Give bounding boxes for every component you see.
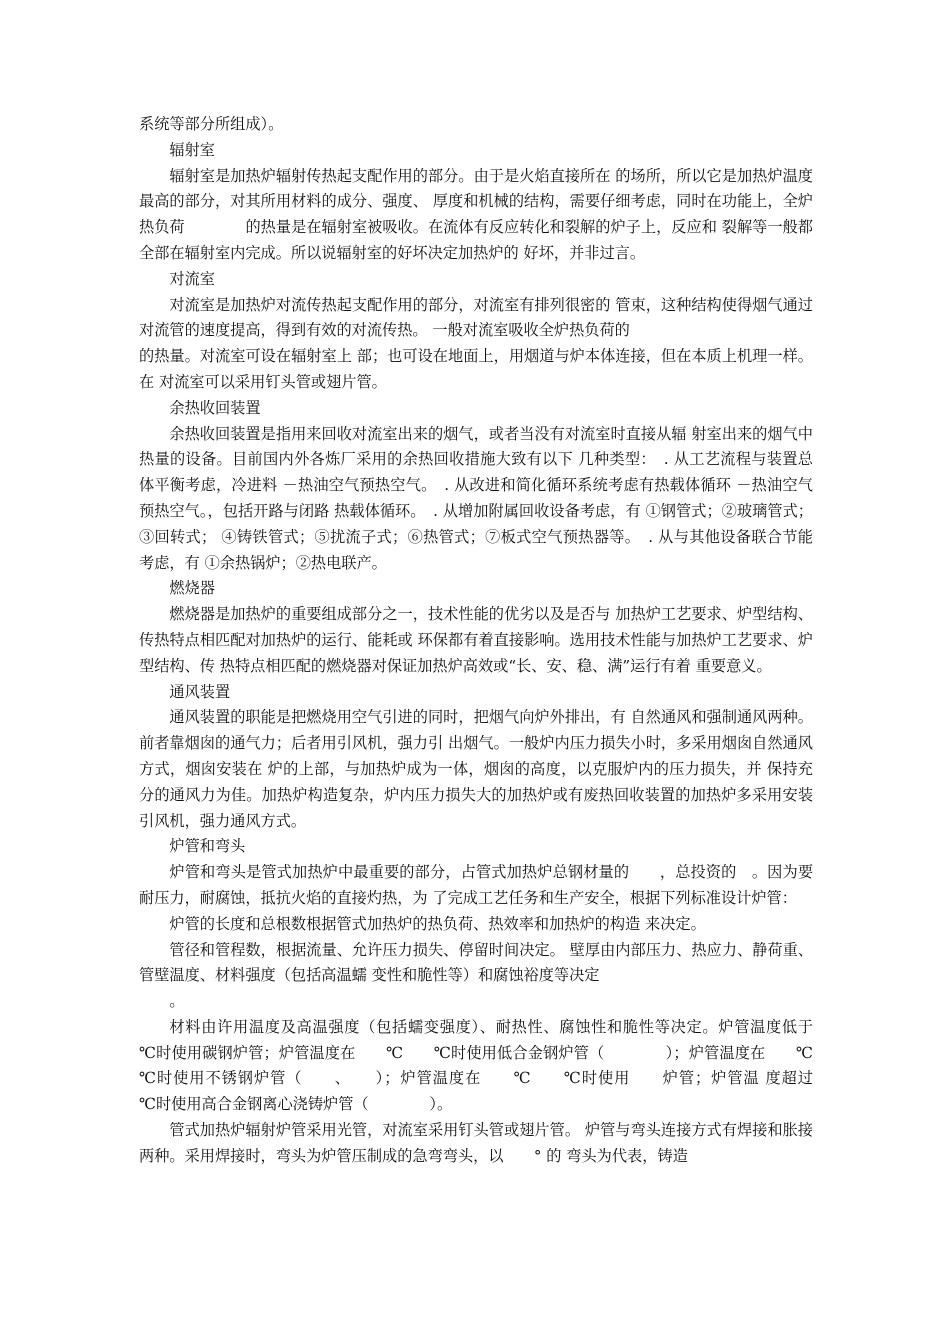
section-heading-tubes-bends: 炉管和弯头	[169, 837, 246, 856]
section-heading-convection: 对流室	[169, 269, 215, 288]
paragraph-tube-diameter: 管径和管程数，根据流量、允许压力损失、停留时间决定。 壁厚由内部压力、热应力、静荷重、管壁温度、材料强度（包括高温蠕 变性和脆性等）和腐蚀裕度等决定	[139, 940, 813, 985]
paragraph-burner: 燃烧器是加热炉的重要组成部分之一，技术性能的优劣以及是否与 加热炉工艺要求、炉型结构、传热特点相匹配对加热炉的运行、能耗或 环保都有着直接影响。选用技术性能与加热炉工艺要求、炉型结构、传 热特点相匹配的燃烧器对保证加热炉高效或“长、安、稳、满”运行有着 重要意义。	[139, 605, 813, 675]
section-heading-ventilation: 通风装置	[169, 682, 231, 701]
section-heading-burner: 燃烧器	[169, 579, 215, 598]
document-page	[139, 112, 844, 1170]
paragraph-tube-material: 材料由许用温度及高温强度（包括蠕变强度）、耐热性、腐蚀性和脆性等决定。炉管温度低于 ℃时使用碳钢炉管；炉管温度在 ℃ ℃时使用低合金钢炉管（ ）；炉管温度在 ℃ ℃时使用不锈钢炉管（ 、 ）；炉管温度在 ℃ ℃时使用 炉管；炉管温 度超过 ℃时使用高合金钢离心浇铸炉管（ ）。	[139, 1017, 844, 1114]
paragraph-heat-recovery: 余热收回装置是指用来回收对流室出来的烟气，或者当没有对流室时直接从辐 射室出来的烟气中热量的设备。目前国内外各炼厂采用的余热回收措施大致有以下 几种类型： . 从工艺流程与装置总体平衡考虑，冷进料 －热油空气预热空气。 . 从改进和简化循环系统考虑有热载体循环 －热油空气预热空气。，包括开路与闭路 热载体循环。 . 从增加附属回收设备考虑，有 ①钢管式；②玻璃管式；③回转式； ④铸铁管式；⑤扰流子式；⑥热管式；⑦板式空气预热器等。 . 从与其他设备联合节能考虑，有 ①余热锅炉；②热电联产。	[139, 424, 813, 572]
paragraph-tubes-bends-1: 炉管和弯头是管式加热炉中最重要的部分，占管式加热炉总钢材量的 ，总投资的 。因为要耐压力，耐腐蚀，抵抗火焰的直接灼热，为 了完成工艺任务和生产安全，根据下列标准设计炉管：	[139, 863, 813, 907]
paragraph-ventilation: 通风装置的职能是把燃烧用空气引进的同时，把烟气向炉外排出，有 自然通风和强制通风两种。前者靠烟囱的通气力；后者用引风机，强力引 出烟气。一般炉内压力损失小时，多采用烟囱自然通风方式，烟囱安装在 炉的上部，与加热炉成为一体，烟囱的高度，以克服炉内的压力损失，并 保持充分的通风力为佳。加热炉构造复杂，炉内压力损失大的加热炉或有废热回收装置的加热炉多采用安装引风机，强力通风方式。	[139, 708, 813, 830]
paragraph-convection-2: 的热量。对流室可设在辐射室上 部；也可设在地面上，用烟道与炉本体连接，但在本质上机理一样。在 对流室可以采用钉头管或翅片管。	[139, 347, 813, 391]
paragraph-tube-length: 炉管的长度和总根数根据管式加热炉的热负荷、热效率和加热炉的构造 来决定。	[169, 914, 706, 933]
section-heading-heat-recovery: 余热收回装置	[169, 398, 261, 417]
section-heading-radiant: 辐射室	[169, 140, 215, 159]
paragraph-tube-connection: 管式加热炉辐射炉管采用光管，对流室采用钉头管或翅片管。 炉管与弯头连接方式有焊接和胀接两种。采用焊接时，弯头为炉管压制成的急弯弯头，以 ° 的 弯头为代表，铸造	[139, 1121, 813, 1165]
paragraph-intro-tail: 系统等部分所组成）。	[139, 115, 284, 133]
paragraph-period: 。	[169, 992, 185, 1011]
paragraph-convection-1: 对流室是加热炉对流传热起支配作用的部分，对流室有排列很密的 管束，这种结构使得烟气通过对流管的速度提高，得到有效的对流传热。 一般对流室吸收全炉热负荷的	[139, 295, 813, 340]
paragraph-radiant: 辐射室是加热炉辐射传热起支配作用的部分。由于是火焰直接所在 的场所，所以它是加热炉温度最高的部分，对其所用材料的成分、强度、 厚度和机械的结构，需要仔细考虑，同时在功能上，全炉热负荷 的热量是在辐射室被吸收。在流体有反应转化和裂解的炉子上，反应和 裂解等一般都全部在辐射室内完成。所以说辐射室的好坏决定加热炉的 好坏，并非过言。	[139, 166, 813, 262]
